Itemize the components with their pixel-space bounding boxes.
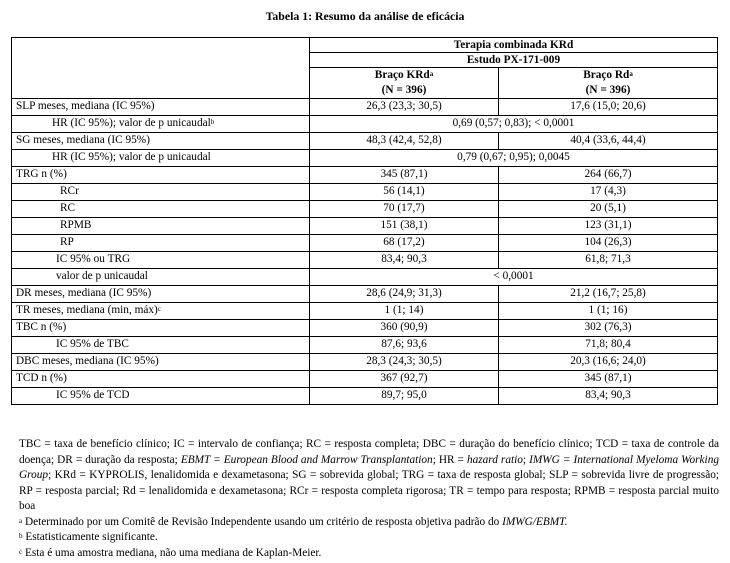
abbrev-text-4: ; KRd = KYPROLIS, lenalidomida e dexametasona; SG = sobrevida global; TRG = taxa de resposta global; SLP = sobrevida livre de progressão; RP = resposta parcial; Rd = lenalidomida e dexametasona; RCr = resposta completa rigorosa; TR = tempo para resposta; RPMB = resposta parcial muito boa <box>19 469 719 512</box>
krd-value-cell: 28,3 (24,3; 30,5) <box>310 354 499 371</box>
rd-value-cell: 71,8; 80,4 <box>499 337 718 354</box>
table-row <box>12 184 718 201</box>
study-header: Estudo PX-171-009 <box>310 53 718 68</box>
arm-krd-header <box>310 68 499 99</box>
rd-value-cell: 61,8; 71,3 <box>499 252 718 269</box>
merged-value-cell: 0,79 (0,67; 0,95); 0,0045 <box>310 150 718 167</box>
abbrev-text-1: TBC = taxa de benefício clínico; IC = intervalo de confiança; RC = resposta completa; DBC = duração do benefício clínico; TCD = taxa de controle da doença; DR = duração da resposta; <box>19 438 719 466</box>
krd-value-cell: 87,6; 93,6 <box>310 337 499 354</box>
rd-value-cell: 302 (76,3) <box>499 320 718 337</box>
rd-value-cell: 20,3 (16,6; 24,0) <box>499 354 718 371</box>
row-label <box>12 286 310 303</box>
row-label-text: IC 95% de TCD <box>56 389 130 401</box>
table-row <box>12 235 718 252</box>
abbrev-em-3: IMWG = International Myeloma Working Group <box>19 453 719 481</box>
footnote-a-em: IMWG/EBMT. <box>502 515 568 528</box>
table-row <box>12 269 718 286</box>
abbrev-em-1: EBMT = European Blood and Marrow Transplantation <box>180 453 433 466</box>
arm-krd-footnote-mark: a <box>429 70 434 78</box>
krd-value-cell: 68 (17,2) <box>310 235 499 252</box>
table-row <box>12 99 718 116</box>
row-label-text: TR meses, mediana (min, máx) <box>16 304 158 316</box>
rd-value-cell: 20 (5,1) <box>499 201 718 218</box>
table-row <box>12 252 718 269</box>
table-row <box>12 303 718 320</box>
row-label-text: IC 95% de TBC <box>56 338 129 350</box>
therapy-header: Terapia combinada KRd <box>310 38 718 53</box>
footnote-a-mark: a <box>19 516 23 525</box>
krd-value-cell: 48,3 (42,4, 52,8) <box>310 133 499 150</box>
abbreviations-note <box>19 437 719 515</box>
row-label <box>12 201 310 218</box>
footnote-c-text: Esta é uma amostra mediana, não uma mediana de Kaplan-Meier. <box>24 546 322 559</box>
row-label <box>12 337 310 354</box>
merged-value-cell: 0,69 (0,57; 0,83); < 0,0001 <box>310 116 718 133</box>
footnote-a <box>19 515 719 531</box>
row-label-text: RP <box>60 236 74 248</box>
krd-value-cell: 360 (90,9) <box>310 320 499 337</box>
rd-value-cell: 40,4 (33,6, 44,4) <box>499 133 718 150</box>
rd-value-cell: 123 (31,1) <box>499 218 718 235</box>
rd-value-cell: 1 (1; 16) <box>499 303 718 320</box>
row-label-text: SG meses, mediana (IC 95%) <box>16 134 150 146</box>
abbrev-text-3: ; <box>522 453 530 466</box>
krd-value-cell: 28,6 (24,9; 31,3) <box>310 286 499 303</box>
row-label <box>12 354 310 371</box>
table-notes <box>19 437 719 561</box>
krd-value-cell: 367 (92,7) <box>310 371 499 388</box>
footnote-b-text: Estatisticamente significante. <box>25 531 158 543</box>
footnote-b-mark: b <box>19 532 23 540</box>
table-row <box>12 354 718 371</box>
row-label <box>12 269 310 286</box>
arm-rd-n: (N = 396) <box>585 84 631 96</box>
row-label <box>12 388 310 405</box>
footnote-a-text: Determinado por um Comitê de Revisão Independente usando um critério de resposta objetiva padrão do <box>24 515 503 528</box>
rd-value-cell: 83,4; 90,3 <box>499 388 718 405</box>
row-label-text: RCr <box>60 185 79 197</box>
row-label-text: TCD n (%) <box>16 372 67 384</box>
rd-value-cell: 104 (26,3) <box>499 235 718 252</box>
efficacy-table <box>11 37 718 405</box>
rd-value-cell: 345 (87,1) <box>499 371 718 388</box>
row-footnote-mark: c <box>157 305 161 313</box>
rd-value-cell: 17 (4,3) <box>499 184 718 201</box>
row-footnote-mark: b <box>210 118 215 126</box>
row-label-text: TBC n (%) <box>16 321 67 333</box>
krd-value-cell: 56 (14,1) <box>310 184 499 201</box>
table-row <box>12 286 718 303</box>
row-label <box>12 150 310 167</box>
row-label-text: valor de p unicaudal <box>56 270 148 282</box>
row-label-text: IC 95% ou TRG <box>56 253 131 265</box>
row-label-text: HR (IC 95%); valor de p unicaudal <box>52 151 211 163</box>
row-label-text: SLP meses, mediana (IC 95%) <box>16 100 155 112</box>
footnote-c-mark: c <box>19 547 23 556</box>
arm-rd-header <box>499 68 718 99</box>
krd-value-cell: 151 (38,1) <box>310 218 499 235</box>
table-row <box>12 388 718 405</box>
table-row <box>12 133 718 150</box>
rd-value-cell: 264 (66,7) <box>499 167 718 184</box>
arm-krd-n: (N = 396) <box>381 84 427 96</box>
row-label-text: RPMB <box>60 219 92 231</box>
abbrev-em-2: hazard ratio <box>466 453 523 466</box>
row-label <box>12 184 310 201</box>
merged-value-cell: < 0,0001 <box>310 269 718 286</box>
row-label-text: DR meses, mediana (IC 95%) <box>16 287 152 299</box>
row-label <box>12 235 310 252</box>
table-row <box>12 337 718 354</box>
rd-value-cell: 17,6 (15,0; 20,6) <box>499 99 718 116</box>
abbrev-text-2: ; HR = <box>432 453 467 466</box>
row-label <box>12 99 310 116</box>
table-row <box>12 167 718 184</box>
rd-value-cell: 21,2 (16,7; 25,8) <box>499 286 718 303</box>
krd-value-cell: 1 (1; 14) <box>310 303 499 320</box>
arm-rd-label: Braço Rd <box>583 69 630 81</box>
table-row <box>12 116 718 133</box>
table-row <box>12 320 718 337</box>
table-row <box>12 371 718 388</box>
table-title: Tabela 1: Resumo da análise de eficácia <box>265 9 465 23</box>
header-empty-cell <box>12 38 310 99</box>
arm-rd-footnote-mark: a <box>629 70 633 78</box>
table-row <box>12 218 718 235</box>
krd-value-cell: 70 (17,7) <box>310 201 499 218</box>
row-label <box>12 252 310 269</box>
row-label <box>12 371 310 388</box>
krd-value-cell: 345 (87,1) <box>310 167 499 184</box>
row-label-text: HR (IC 95%); valor de p unicaudal <box>52 117 211 129</box>
krd-value-cell: 89,7; 95,0 <box>310 388 499 405</box>
row-label <box>12 116 310 133</box>
footnote-c <box>19 546 719 562</box>
krd-value-cell: 26,3 (23,3; 30,5) <box>310 99 499 116</box>
row-label-text: TRG n (%) <box>16 168 67 180</box>
table-row <box>12 150 718 167</box>
arm-krd-label: Braço KRd <box>374 69 430 81</box>
row-label <box>12 320 310 337</box>
row-label-text: RC <box>60 202 76 214</box>
table-row <box>12 201 718 218</box>
row-label <box>12 218 310 235</box>
row-label-text: DBC meses, mediana (IC 95%) <box>16 355 159 367</box>
row-label <box>12 303 310 320</box>
footnote-b <box>19 530 719 546</box>
row-label <box>12 167 310 184</box>
row-label <box>12 133 310 150</box>
krd-value-cell: 83,4; 90,3 <box>310 252 499 269</box>
